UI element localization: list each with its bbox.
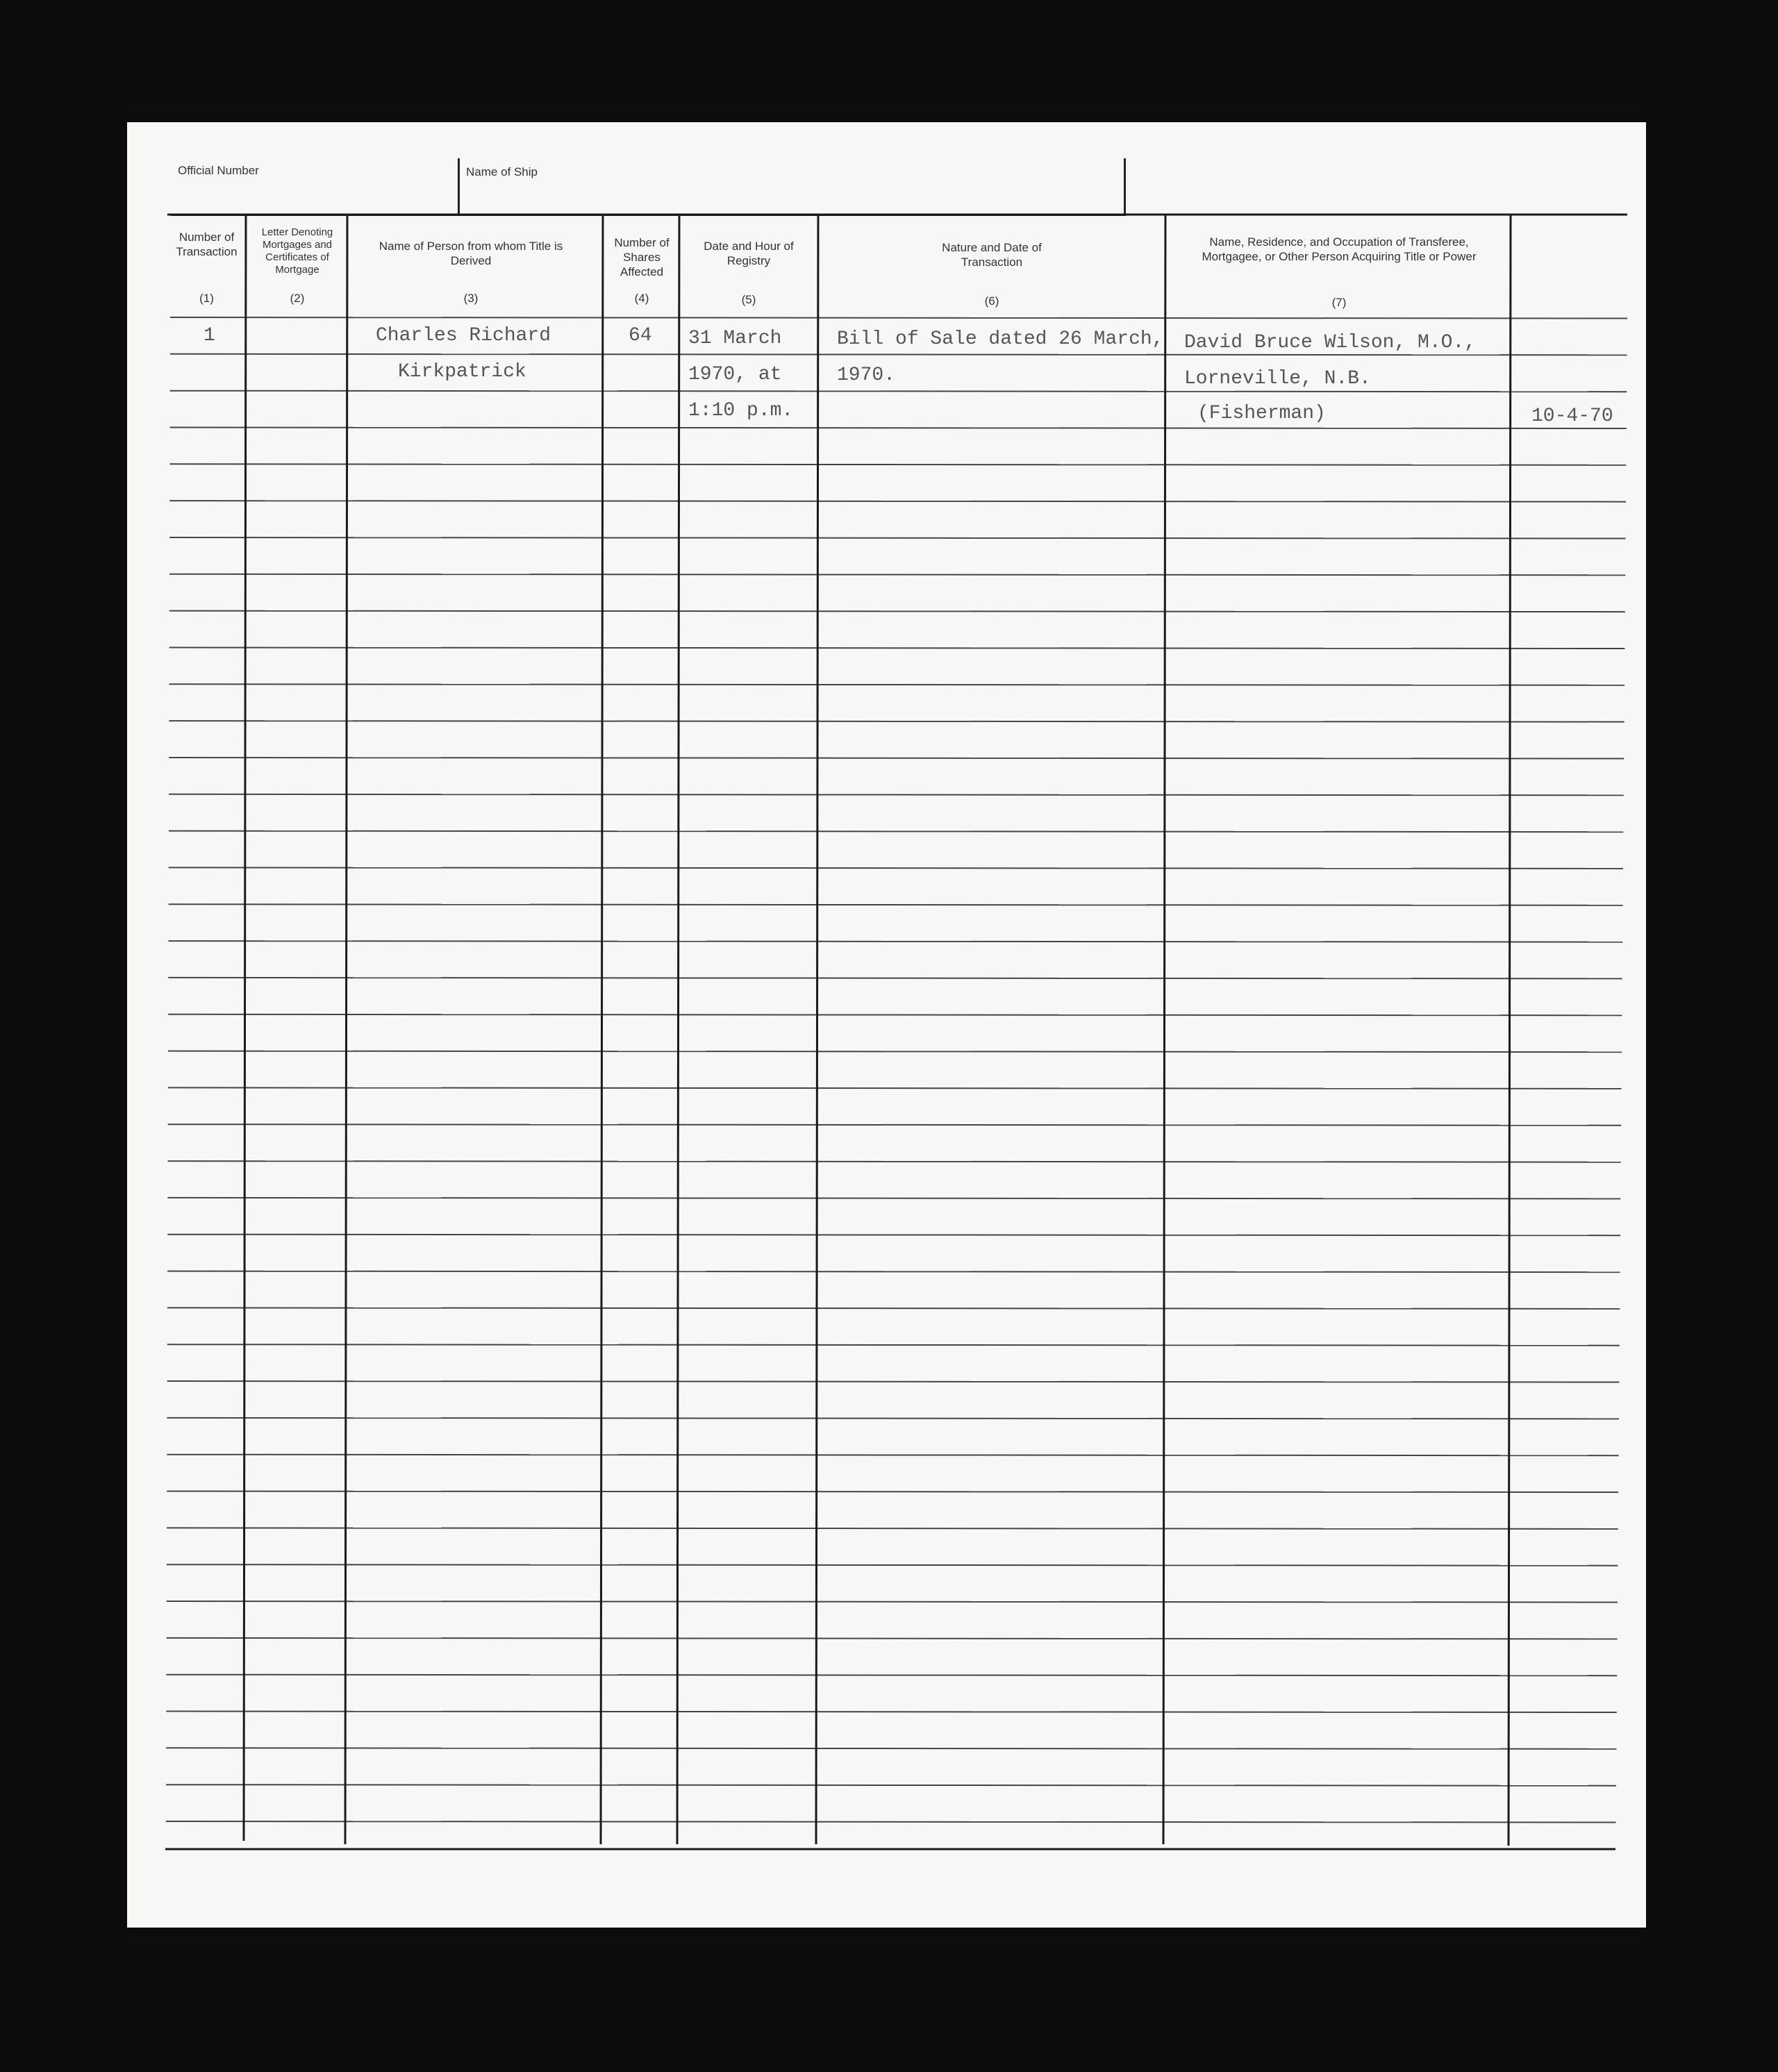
ruled-line (167, 1564, 1618, 1566)
column-rule (1163, 215, 1165, 1844)
ruled-line (168, 1124, 1622, 1126)
ruled-line (166, 1748, 1616, 1749)
ruled-line (168, 1051, 1622, 1053)
ruled-line (167, 1418, 1620, 1419)
ruled-line (167, 1271, 1620, 1273)
registry-line: 1970, at (688, 364, 782, 385)
ruled-line (169, 501, 1626, 502)
transaction-nature-line: Bill of Sale dated 26 March, (837, 328, 1164, 350)
acquirer-line: Lorneville, N.B. (1184, 368, 1371, 390)
ruled-line (169, 867, 1623, 869)
ruled-line (170, 317, 1627, 319)
ruled-line (167, 1307, 1620, 1309)
column-rule (601, 215, 603, 1844)
ship-name-label: Name of Ship (466, 165, 538, 178)
acquirer-line: (Fisherman) (1197, 403, 1326, 424)
ruled-line (169, 648, 1625, 649)
ruled-line (167, 1381, 1620, 1382)
column-rule (816, 215, 818, 1844)
official-number-label: Official Number (178, 164, 259, 177)
ruled-line (167, 1455, 1618, 1456)
ruled-line (167, 1601, 1618, 1603)
column-number: (6) (984, 294, 999, 308)
column-number: (3) (463, 292, 479, 305)
column-rule (345, 215, 347, 1844)
ruled-line (166, 1785, 1616, 1786)
column-header-shares: Number of Shares Affected (614, 236, 670, 278)
column-rule (244, 215, 246, 1841)
ruled-line (169, 831, 1624, 833)
column-header-acquirer: Name, Residence, and Occupation of Transferee, Mortgagee, or Other Person Acquiring Title or Power (1202, 235, 1477, 263)
ruled-line (166, 1675, 1617, 1676)
ruled-line (167, 1344, 1620, 1346)
registry-line: 1:10 p.m. (688, 400, 794, 421)
column-rule (1509, 215, 1511, 1846)
ruled-line (167, 1638, 1618, 1639)
register-grid (127, 122, 1646, 1928)
from-person-line: Charles Richard (376, 325, 551, 346)
ruled-line (169, 611, 1625, 612)
column-number: (7) (1331, 296, 1347, 309)
column-number: (4) (634, 292, 649, 305)
ruled-line (169, 574, 1625, 576)
ruled-line (169, 721, 1624, 722)
ruled-line (168, 1014, 1622, 1016)
column-header-transaction-number: Number of Transaction (176, 231, 238, 258)
ruled-line (166, 1821, 1616, 1823)
column-header-mortgage-letter: Letter Denoting Mortgages and Certificates of Mortgage (261, 226, 333, 276)
column-header-nature: Nature and Date of Transaction (942, 241, 1042, 269)
ruled-line (170, 391, 1627, 392)
shares-affected: 64 (629, 325, 652, 346)
transaction-number: 1 (203, 325, 215, 346)
ruled-line (167, 1198, 1620, 1199)
ruled-line (170, 428, 1627, 429)
ruled-line (166, 1712, 1617, 1713)
registry-line: 31 March (688, 328, 782, 349)
transaction-nature-line: 1970. (837, 365, 896, 386)
column-number: (1) (199, 292, 214, 305)
column-header-person-from: Name of Person from whom Title is Derived (379, 240, 563, 267)
ruled-line (168, 1161, 1621, 1162)
marginal-date: 10-4-70 (1531, 406, 1613, 427)
ruled-line (168, 1087, 1622, 1089)
column-number: (5) (741, 293, 756, 306)
ruled-line (169, 794, 1624, 796)
column-header-registry-date: Date and Hour of Registry (704, 240, 794, 267)
ruled-line (169, 684, 1625, 685)
ruled-line (167, 1528, 1618, 1529)
ruled-line (169, 758, 1624, 759)
from-person-line: Kirkpatrick (398, 361, 526, 383)
ruled-line (169, 537, 1626, 539)
column-rule (677, 215, 679, 1844)
ruled-line (167, 1492, 1618, 1493)
column-number: (2) (290, 292, 305, 305)
ruled-line (170, 354, 1627, 356)
register-page (127, 122, 1646, 1928)
ruled-line (168, 941, 1622, 942)
acquirer-line: David Bruce Wilson, M.O., (1184, 332, 1477, 353)
ruled-line (167, 1235, 1620, 1236)
ruled-line (169, 904, 1623, 905)
ruled-line (168, 978, 1622, 979)
ruled-line (169, 464, 1626, 465)
